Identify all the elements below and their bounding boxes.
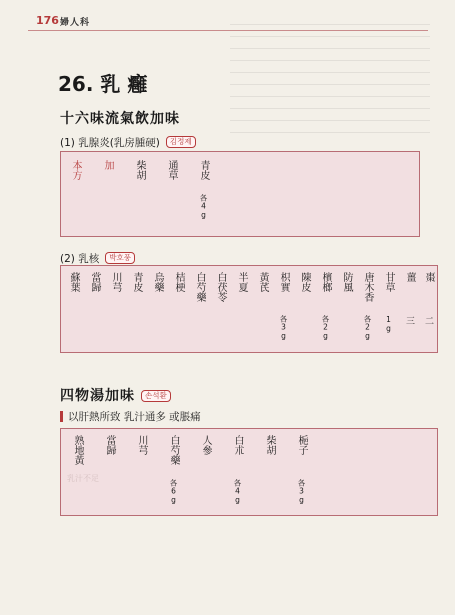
section-1-subtitle: (1) 乳腺炎(乳房腫硬) <box>60 137 160 149</box>
herb-column: 青皮 <box>131 272 142 292</box>
herb-column: 川芎 <box>110 272 121 292</box>
herb-column: 枳實 <box>278 272 289 292</box>
dose-label: 各6g <box>169 479 178 505</box>
section-2-subtitle-row <box>60 247 135 266</box>
herb-column: 甘草 <box>383 272 394 292</box>
herb-column: 白芍藥 <box>194 272 205 302</box>
herb-column: 蘇葉 <box>68 272 79 292</box>
prescription-title-1: 十六味流氣飲加味 <box>60 111 180 127</box>
dose-label: 三 <box>404 316 414 325</box>
section-1-subtitle-row <box>60 131 196 150</box>
section-2-subtitle: (2) 乳核 <box>60 253 100 265</box>
faint-label: 乳汁不足 <box>67 474 99 483</box>
herb-column: 柴胡 <box>134 160 145 180</box>
herb-column: 烏藥 <box>152 272 163 292</box>
prescription-box-1 <box>60 151 420 237</box>
dose-label: 各2g <box>363 315 372 341</box>
herb-column: 半夏 <box>236 272 247 292</box>
author-tag: 박호풍 <box>105 252 135 264</box>
herb-column: 川芎 <box>136 435 147 455</box>
herb-column: 防風 <box>341 272 352 292</box>
herb-column: 白茯苓 <box>215 272 226 302</box>
herb-column: 本方 <box>70 160 81 180</box>
section-3-title-row <box>60 385 171 405</box>
dose-label: 1g <box>384 315 393 333</box>
herb-column: 黃芪 <box>257 272 268 292</box>
herb-column: 梔子 <box>296 435 307 455</box>
dose-label: 各4g <box>199 194 208 220</box>
herb-column: 熟地黃 <box>72 435 83 465</box>
indication-note: 以肝熱所致 乳汁通多 或脹痛 <box>68 411 201 423</box>
herb-column: 青皮 <box>198 160 209 180</box>
dose-label: 各4g <box>233 479 242 505</box>
author-tag: 김정제 <box>166 136 196 148</box>
herb-column: 人參 <box>200 435 211 455</box>
herb-column: 桔梗 <box>173 272 184 292</box>
prescription-box-2 <box>60 265 438 353</box>
dose-label: 各2g <box>321 315 330 341</box>
page-number: 176 <box>36 14 59 27</box>
chapter-title: 26. 乳 癰 <box>58 72 148 96</box>
herb-column: 加 <box>102 160 113 170</box>
herb-column: 柴胡 <box>264 435 275 455</box>
prescription-title-3: 四物湯加味 <box>60 388 135 404</box>
running-title: 婦人科 <box>60 18 91 28</box>
herb-column: 當歸 <box>104 435 115 455</box>
bleed-through-text <box>230 24 430 134</box>
herb-column: 唐木香 <box>362 272 373 302</box>
herb-column: 棗 <box>423 272 434 282</box>
herb-column: 通草 <box>166 160 177 180</box>
herb-column: 陳皮 <box>299 272 310 292</box>
herb-column: 當歸 <box>89 272 100 292</box>
dose-label: 各3g <box>297 479 306 505</box>
author-tag: 손석환 <box>141 390 171 402</box>
dose-label: 二 <box>423 316 433 325</box>
herb-column: 薑 <box>404 272 415 282</box>
herb-column: 白朮 <box>232 435 243 455</box>
note-marker <box>60 411 63 422</box>
dose-label: 各3g <box>279 315 288 341</box>
prescription-box-3 <box>60 428 438 516</box>
herb-column: 白芍藥 <box>168 435 179 465</box>
herb-column: 檳榔 <box>320 272 331 292</box>
